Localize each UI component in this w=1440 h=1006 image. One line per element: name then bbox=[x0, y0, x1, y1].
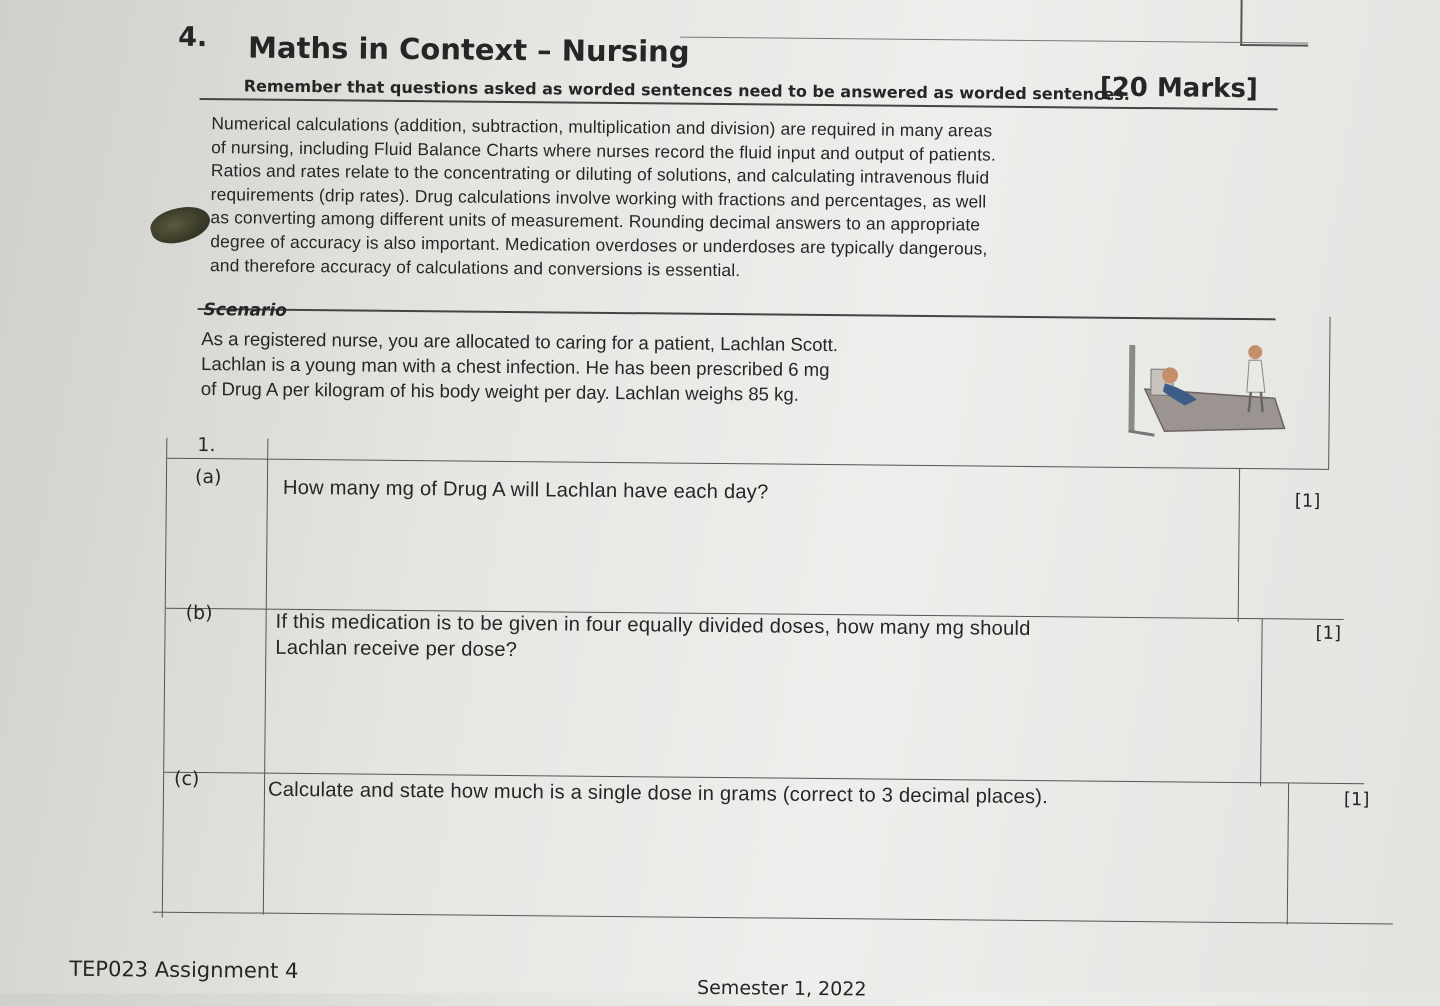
total-marks: [20 Marks] bbox=[1099, 72, 1258, 105]
question-a-text bbox=[283, 475, 769, 506]
intro-line: degree of accuracy is also important. Medication overdoses or underdoses are typically dangerous, bbox=[210, 231, 988, 259]
section-title: Maths in Context – Nursing bbox=[247, 30, 690, 69]
questions-table bbox=[162, 433, 1388, 930]
column-divider bbox=[1238, 468, 1240, 622]
question-b-line: If this medication is to be given in four equally divided doses, how many mg should bbox=[275, 610, 1031, 640]
intro-line: and therefore accuracy of calculations and conversions is essential. bbox=[209, 254, 741, 280]
intro-paragraph bbox=[210, 112, 1272, 287]
question-a-line: How many mg of Drug A will Lachlan have each day? bbox=[282, 476, 769, 504]
scenario-line: Lachlan is a young man with a chest infection. He has been prescribed 6 mg bbox=[200, 353, 830, 381]
question-a-label: (a) bbox=[194, 465, 222, 489]
scenario-heading: Scenario bbox=[203, 300, 288, 321]
question-a-marks: [1] bbox=[1294, 490, 1321, 512]
answer-area-b[interactable] bbox=[268, 671, 1249, 776]
answer-area-a[interactable] bbox=[270, 519, 1231, 614]
question-c-marks: [1] bbox=[1343, 789, 1370, 811]
nurse-patient-illustration bbox=[1124, 339, 1290, 441]
question-number: 4. bbox=[178, 21, 208, 54]
column-divider bbox=[1287, 782, 1289, 924]
question-b-label: (b) bbox=[185, 601, 213, 625]
intro-line: requirements (drip rates). Drug calculations involve working with fractions and percentages, as well bbox=[210, 183, 987, 212]
answer-area-c[interactable] bbox=[267, 815, 1278, 919]
intro-line: Numerical calculations (addition, subtraction, multiplication and division) are required in many areas bbox=[211, 113, 993, 141]
header-table-corner bbox=[1240, 0, 1308, 47]
question-c-line: Calculate and state how much is a single dose in grams (correct to 3 decimal places). bbox=[267, 778, 1049, 809]
footer-course: TEP023 Assignment 4 bbox=[69, 956, 299, 983]
intro-line: Ratios and rates relate to the concentrating or diluting of solutions, and calculating intravenous fluid bbox=[210, 160, 990, 188]
scenario-line: of Drug A per kilogram of his body weight per day. Lachlan weighs 85 kg. bbox=[200, 378, 800, 405]
scenario-paragraph bbox=[201, 326, 1062, 409]
column-divider bbox=[1260, 618, 1263, 786]
row-divider bbox=[167, 458, 1329, 470]
scenario-line: As a registered nurse, you are allocated to caring for a patient, Lachlan Scott. bbox=[201, 328, 839, 356]
reminder-note: Remember that questions asked as worded sentences need to be answered as worded sentences. bbox=[243, 76, 1130, 104]
header-rule bbox=[680, 37, 1308, 44]
question-c-text bbox=[268, 777, 1048, 810]
question-b-marks: [1] bbox=[1315, 622, 1342, 644]
footer-semester: Semester 1, 2022 bbox=[697, 976, 867, 1001]
question-c-label: (c) bbox=[173, 767, 200, 791]
question-b-line: Lachlan receive per dose? bbox=[275, 636, 518, 662]
intro-line: as converting among different units of measurement. Rounding decimal answers to an appropriate bbox=[210, 207, 981, 235]
intro-line: of nursing, including Fluid Balance Charts where nurses record the fluid input and output of patients. bbox=[211, 136, 997, 165]
question-group-label: 1. bbox=[197, 433, 216, 457]
question-b-text bbox=[275, 609, 1030, 668]
